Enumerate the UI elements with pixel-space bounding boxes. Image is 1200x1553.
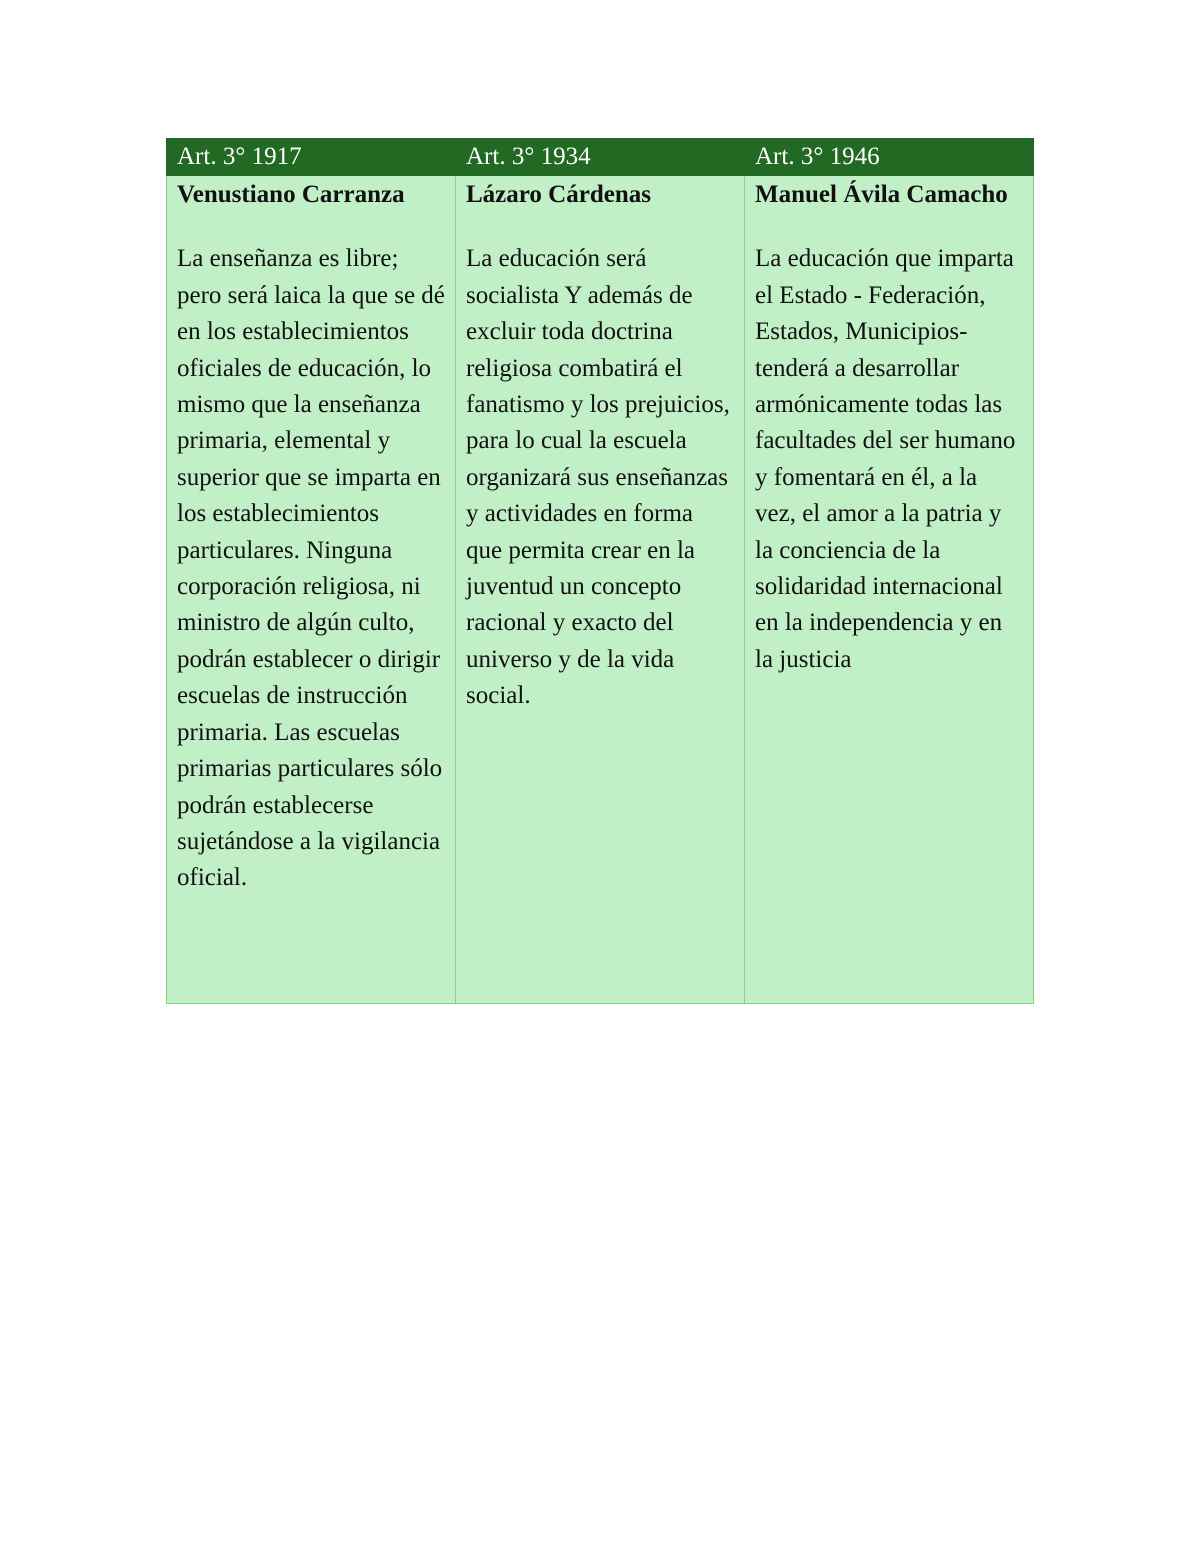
cell-1934 — [456, 176, 745, 1004]
header-art3-1917: Art. 3° 1917 — [167, 139, 456, 176]
cell-1917 — [167, 176, 456, 1004]
table-row — [167, 176, 1034, 1004]
author-name: Venustiano Carranza — [177, 181, 405, 208]
comparison-table — [166, 138, 1034, 1004]
table-header-row — [167, 139, 1034, 176]
article-text: La educación que imparta el Estado - Federación, Estados, Municipios- tenderá a desarrollar armónicamente todas las facultades del ser humano y fomentará en él, a la vez, el amor a la patria y la conciencia de la solidaridad internacional en la independencia y en la justicia — [755, 245, 1016, 673]
header-art3-1946: Art. 3° 1946 — [745, 139, 1034, 176]
article-text: La educación será socialista Y además de excluir toda doctrina religiosa combatirá el fanatismo y los prejuicios, para lo cual la escuela organizará sus enseñanzas y actividades en forma que permita crear en la juventud un concepto racional y exacto del universo y de la vida social. — [466, 245, 730, 710]
author-name: Manuel Ávila Camacho — [755, 181, 1008, 208]
header-art3-1934: Art. 3° 1934 — [456, 139, 745, 176]
article-text: La enseñanza es libre; pero será laica la que se dé en los establecimientos oficiales de educación, lo mismo que la enseñanza primaria, elemental y superior que se imparta en los establecimientos particulares. Ninguna corporación religiosa, ni ministro de algún culto, podrán establecer o dirigir escuelas de instrucción primaria. Las escuelas primarias particulares sólo podrán establecerse sujetándose a la vigilancia oficial. — [177, 245, 445, 892]
cell-1946 — [745, 176, 1034, 1004]
author-name: Lázaro Cárdenas — [466, 181, 651, 208]
